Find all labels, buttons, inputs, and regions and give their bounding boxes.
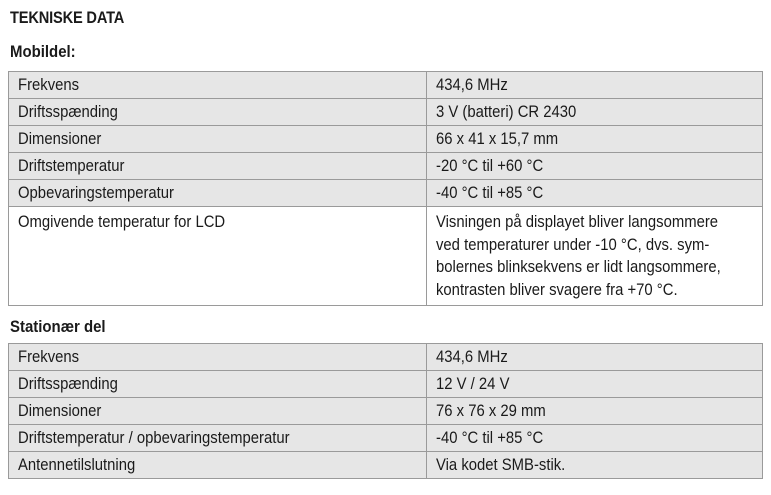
table-row <box>9 99 763 126</box>
row-label: Frekvens <box>9 344 427 371</box>
row-label: Dimensioner <box>9 126 427 153</box>
row-value: -40 °C til +85 °C <box>427 180 763 207</box>
row-value: 12 V / 24 V <box>427 371 763 398</box>
row-label: Driftsspænding <box>9 371 427 398</box>
row-label: Omgivende temperatur for LCD <box>9 207 427 306</box>
row-label: Driftstemperatur <box>9 153 427 180</box>
page-title: TEKNISKE DATA <box>10 8 125 27</box>
value-line: bolernes blinksekvens er lidt langsommere, <box>436 258 721 276</box>
row-value: 66 x 41 x 15,7 mm <box>427 126 763 153</box>
table-row <box>9 126 763 153</box>
table-row <box>9 425 763 452</box>
table-row <box>9 344 763 371</box>
section-heading-mobile: Mobildel: <box>10 42 76 61</box>
table-row <box>9 371 763 398</box>
row-value: -20 °C til +60 °C <box>427 153 763 180</box>
row-value <box>427 207 763 306</box>
row-label: Opbevaringstemperatur <box>9 180 427 207</box>
row-label: Driftstemperatur / opbevaringstemperatur <box>9 425 427 452</box>
row-label: Dimensioner <box>9 398 427 425</box>
value-line: kontrasten bliver svagere fra +70 °C. <box>436 280 678 299</box>
table-row <box>9 207 763 306</box>
table-row <box>9 180 763 207</box>
value-line: ved temperaturer under -10 °C, dvs. sym- <box>436 235 710 254</box>
row-label: Antennetilslutning <box>9 452 427 479</box>
row-label: Driftsspænding <box>9 99 427 126</box>
row-value: 434,6 MHz <box>427 72 763 99</box>
row-value: -40 °C til +85 °C <box>427 425 763 452</box>
row-value: 76 x 76 x 29 mm <box>427 398 763 425</box>
mobile-spec-table <box>8 71 763 306</box>
row-value: 434,6 MHz <box>427 344 763 371</box>
station-spec-table <box>8 343 763 479</box>
table-row <box>9 398 763 425</box>
value-line: Visningen på displayet bliver langsommere <box>436 213 719 231</box>
section-heading-station: Stationær del <box>10 317 106 336</box>
row-label: Frekvens <box>9 72 427 99</box>
table-row <box>9 72 763 99</box>
row-value: Via kodet SMB-stik. <box>427 452 763 479</box>
row-value: 3 V (batteri) CR 2430 <box>427 99 763 126</box>
table-row <box>9 452 763 479</box>
table-row <box>9 153 763 180</box>
